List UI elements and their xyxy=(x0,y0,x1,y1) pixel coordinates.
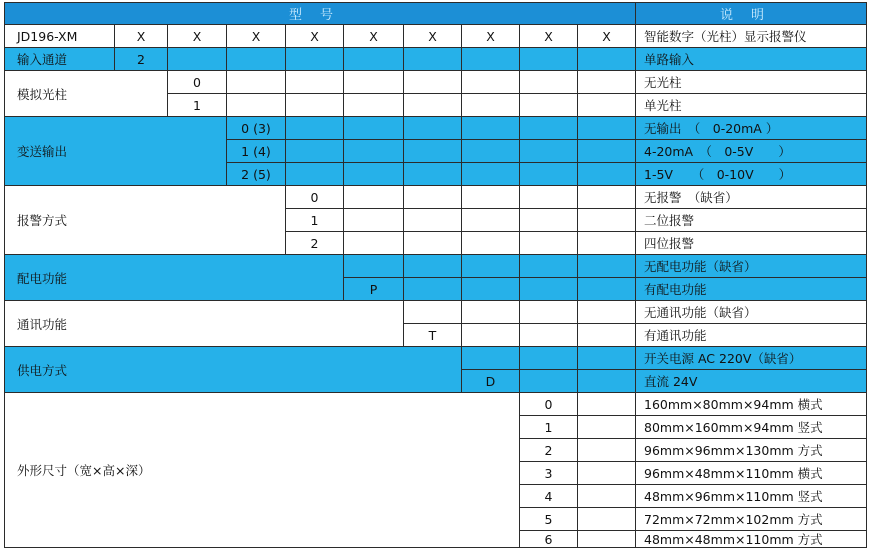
empty-cell xyxy=(461,116,520,140)
empty-cell xyxy=(461,185,520,209)
power-dist-option-desc: 有配电功能 xyxy=(635,277,867,301)
empty-cell xyxy=(403,185,462,209)
empty-cell xyxy=(343,208,404,232)
bar-graph-option-code: 1 xyxy=(167,93,227,117)
empty-cell xyxy=(519,70,578,94)
power-dist-label: 配电功能 xyxy=(4,254,344,301)
empty-cell xyxy=(403,208,462,232)
alarm-option-desc: 四位报警 xyxy=(635,231,867,255)
empty-cell xyxy=(577,70,636,94)
size-option-desc: 72mm×72mm×102mm 方式 xyxy=(635,507,867,531)
size-option-code: 0 xyxy=(519,392,578,416)
empty-cell xyxy=(577,93,636,117)
bar-graph-option-code: 0 xyxy=(167,70,227,94)
empty-cell xyxy=(519,323,578,347)
bar-graph-option-desc: 单光柱 xyxy=(635,93,867,117)
empty-cell xyxy=(343,93,404,117)
empty-cell xyxy=(461,162,520,186)
empty-cell xyxy=(577,300,636,324)
empty-cell xyxy=(577,392,636,416)
empty-cell xyxy=(461,139,520,163)
transmission-option-code: 1 (4) xyxy=(226,139,286,163)
empty-cell xyxy=(577,116,636,140)
empty-cell xyxy=(461,254,520,278)
power-dist-option-code: P xyxy=(343,277,404,301)
supply-option-desc: 开关电源 AC 220V（缺省） xyxy=(635,346,867,370)
empty-cell xyxy=(403,277,462,301)
header-desc: 说明 xyxy=(635,2,867,25)
empty-cell xyxy=(577,438,636,462)
empty-cell xyxy=(403,162,462,186)
alarm-option-code: 1 xyxy=(285,208,344,232)
transmission-option-desc: 1-5V （ 0-10V ） xyxy=(635,162,867,186)
model-slot: X xyxy=(403,24,462,48)
empty-cell xyxy=(226,70,286,94)
comm-option-code: T xyxy=(403,323,462,347)
empty-cell xyxy=(343,162,404,186)
empty-cell xyxy=(285,162,344,186)
empty-cell xyxy=(519,116,578,140)
empty-cell xyxy=(403,231,462,255)
empty-cell xyxy=(519,47,578,71)
comm-option-desc: 有通讯功能 xyxy=(635,323,867,347)
supply-option-code: D xyxy=(461,369,520,393)
input-channel-value: 2 xyxy=(114,47,168,71)
comm-option-desc: 无通讯功能（缺省） xyxy=(635,300,867,324)
size-option-code: 1 xyxy=(519,415,578,439)
empty-cell xyxy=(461,277,520,301)
empty-cell xyxy=(577,484,636,508)
empty-cell xyxy=(519,139,578,163)
transmission-option-code: 0 (3) xyxy=(226,116,286,140)
model-slot: X xyxy=(285,24,344,48)
empty-cell xyxy=(577,47,636,71)
empty-cell xyxy=(285,93,344,117)
empty-cell xyxy=(285,70,344,94)
model-slot: X xyxy=(461,24,520,48)
empty-cell xyxy=(343,47,404,71)
model-desc: 智能数字（光柱）显示报警仪 xyxy=(635,24,867,48)
comm-label: 通讯功能 xyxy=(4,300,404,347)
empty-cell xyxy=(577,208,636,232)
size-option-desc: 80mm×160mm×94mm 竖式 xyxy=(635,415,867,439)
alarm-option-desc: 二位报警 xyxy=(635,208,867,232)
empty-cell xyxy=(519,254,578,278)
empty-cell xyxy=(577,415,636,439)
empty-cell xyxy=(461,300,520,324)
size-option-code: 5 xyxy=(519,507,578,531)
model-slot: X xyxy=(114,24,168,48)
empty-cell xyxy=(285,139,344,163)
alarm-option-code: 0 xyxy=(285,185,344,209)
model-slot: X xyxy=(167,24,227,48)
empty-cell xyxy=(403,254,462,278)
empty-cell xyxy=(461,323,520,347)
empty-cell xyxy=(577,185,636,209)
empty-cell xyxy=(461,70,520,94)
bar-graph-label: 模拟光柱 xyxy=(4,70,168,117)
size-option-desc: 48mm×48mm×110mm 方式 xyxy=(635,530,867,548)
empty-cell xyxy=(343,70,404,94)
supply-option-code xyxy=(461,346,520,370)
empty-cell xyxy=(577,277,636,301)
empty-cell xyxy=(285,47,344,71)
empty-cell xyxy=(343,231,404,255)
empty-cell xyxy=(167,47,227,71)
empty-cell xyxy=(519,277,578,301)
empty-cell xyxy=(461,93,520,117)
empty-cell xyxy=(577,346,636,370)
header-model: 型号 xyxy=(4,2,636,25)
model-slot: X xyxy=(577,24,636,48)
empty-cell xyxy=(577,162,636,186)
bar-graph-option-desc: 无光柱 xyxy=(635,70,867,94)
model-slot: X xyxy=(343,24,404,48)
size-option-desc: 160mm×80mm×94mm 横式 xyxy=(635,392,867,416)
empty-cell xyxy=(461,231,520,255)
empty-cell xyxy=(519,346,578,370)
empty-cell xyxy=(226,93,286,117)
empty-cell xyxy=(577,507,636,531)
supply-label: 供电方式 xyxy=(4,346,462,393)
model-code: JD196-XM xyxy=(4,24,115,48)
input-channel-label: 输入通道 xyxy=(4,47,115,71)
empty-cell xyxy=(577,254,636,278)
empty-cell xyxy=(577,461,636,485)
size-option-desc: 96mm×48mm×110mm 横式 xyxy=(635,461,867,485)
empty-cell xyxy=(403,47,462,71)
empty-cell xyxy=(519,231,578,255)
empty-cell xyxy=(519,162,578,186)
size-option-code: 4 xyxy=(519,484,578,508)
empty-cell xyxy=(343,139,404,163)
alarm-option-desc: 无报警 （缺省） xyxy=(635,185,867,209)
empty-cell xyxy=(519,300,578,324)
empty-cell xyxy=(403,93,462,117)
model-slot: X xyxy=(519,24,578,48)
empty-cell xyxy=(577,530,636,548)
empty-cell xyxy=(226,47,286,71)
size-option-code: 6 xyxy=(519,530,578,548)
empty-cell xyxy=(577,369,636,393)
size-label: 外形尺寸（宽×高×深） xyxy=(4,392,520,548)
size-option-code: 2 xyxy=(519,438,578,462)
empty-cell xyxy=(519,369,578,393)
empty-cell xyxy=(461,208,520,232)
transmission-option-desc: 4-20mA （ 0-5V ） xyxy=(635,139,867,163)
empty-cell xyxy=(519,93,578,117)
input-channel-desc: 单路输入 xyxy=(635,47,867,71)
alarm-option-code: 2 xyxy=(285,231,344,255)
size-option-desc: 96mm×96mm×130mm 方式 xyxy=(635,438,867,462)
empty-cell xyxy=(577,231,636,255)
power-dist-option-desc: 无配电功能（缺省） xyxy=(635,254,867,278)
supply-option-desc: 直流 24V xyxy=(635,369,867,393)
empty-cell xyxy=(461,47,520,71)
power-dist-option-code xyxy=(343,254,404,278)
empty-cell xyxy=(519,185,578,209)
comm-option-code xyxy=(403,300,462,324)
transmission-label: 变送输出 xyxy=(4,116,227,186)
empty-cell xyxy=(343,116,404,140)
size-option-code: 3 xyxy=(519,461,578,485)
model-slot: X xyxy=(226,24,286,48)
empty-cell xyxy=(343,185,404,209)
empty-cell xyxy=(577,323,636,347)
size-option-desc: 48mm×96mm×110mm 竖式 xyxy=(635,484,867,508)
transmission-option-code: 2 (5) xyxy=(226,162,286,186)
empty-cell xyxy=(403,70,462,94)
transmission-option-desc: 无输出 （ 0-20mA ） xyxy=(635,116,867,140)
empty-cell xyxy=(519,208,578,232)
alarm-label: 报警方式 xyxy=(4,185,286,255)
empty-cell xyxy=(577,139,636,163)
empty-cell xyxy=(403,116,462,140)
empty-cell xyxy=(285,116,344,140)
empty-cell xyxy=(403,139,462,163)
